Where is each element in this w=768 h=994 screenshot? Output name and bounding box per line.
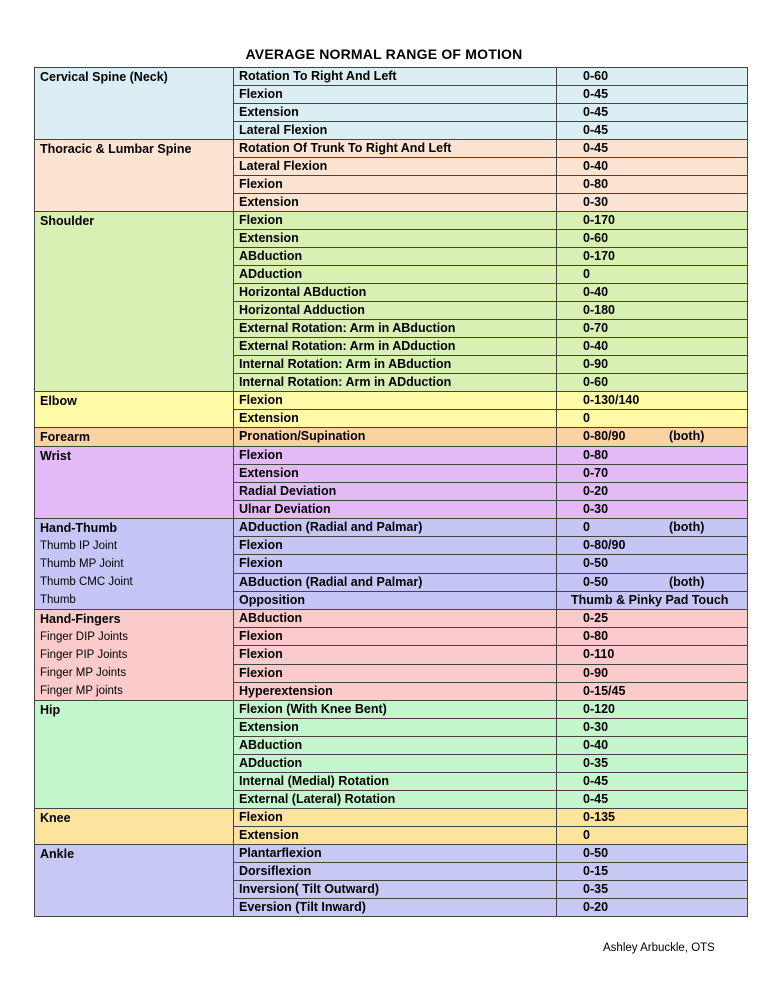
range-cell: [557, 86, 748, 104]
table-row: [35, 519, 748, 537]
range-cell: [557, 212, 748, 230]
region-cell: [35, 845, 234, 917]
motion-cell: ABduction: [234, 737, 557, 755]
range-cell: [557, 809, 748, 827]
range-cell: [557, 158, 748, 176]
motion-cell: Extension: [234, 465, 557, 483]
joint-label: Thumb: [40, 594, 76, 606]
range-cell: [557, 68, 748, 86]
range-cell: [557, 863, 748, 881]
range-value: 0-60: [583, 375, 609, 389]
motion-cell: Radial Deviation: [234, 483, 557, 501]
range-value: 0-45: [583, 141, 609, 155]
range-cell: [557, 194, 748, 212]
range-cell: [557, 664, 748, 682]
range-value: 0-180: [583, 303, 615, 317]
range-cell: [557, 483, 748, 501]
region-name: Thoracic & Lumbar Spine: [40, 142, 192, 156]
page-title: AVERAGE NORMAL RANGE OF MOTION: [245, 46, 523, 62]
range-value: 0-15: [583, 864, 609, 878]
region-cell: [35, 610, 234, 701]
motion-cell: Plantarflexion: [234, 845, 557, 863]
range-value: 0-30: [583, 502, 609, 516]
range-cell: [557, 610, 748, 628]
range-value: 0-50: [583, 556, 609, 571]
range-cell: [557, 537, 748, 555]
motion-cell: Flexion: [234, 212, 557, 230]
joint-label: Thumb CMC Joint: [40, 576, 133, 588]
range-value: 0-80/90: [583, 538, 626, 553]
region-name: Forearm: [40, 430, 91, 444]
motion-cell: ABduction: [234, 248, 557, 266]
joint-label: Finger DIP Joints: [40, 631, 128, 643]
motion-cell: ADduction: [234, 755, 557, 773]
range-value: 0-170: [583, 213, 615, 227]
range-value: 0-50: [583, 574, 609, 589]
author-credit: Ashley Arbuckle, OTS: [603, 942, 715, 954]
range-cell: [557, 230, 748, 248]
range-cell: [557, 573, 748, 591]
range-cell: [557, 284, 748, 302]
motion-cell: External (Lateral) Rotation: [234, 791, 557, 809]
range-cell: [557, 501, 748, 519]
joint-label: Finger PIP Joints: [40, 649, 128, 661]
range-cell: [557, 140, 748, 158]
region-name: Knee: [40, 811, 71, 825]
range-value: 0-70: [583, 321, 609, 335]
motion-cell: Flexion: [234, 392, 557, 410]
range-value: 0-30: [583, 195, 609, 209]
range-cell: [557, 682, 748, 700]
range-cell: [557, 719, 748, 737]
range-value: 0-40: [583, 285, 609, 299]
region-name: Elbow: [40, 394, 77, 408]
range-cell: [557, 737, 748, 755]
region-name: Ankle: [40, 847, 75, 861]
range-value: 0-40: [583, 339, 609, 353]
motion-cell: Pronation/Supination: [234, 428, 557, 447]
range-value: 0-35: [583, 756, 609, 770]
region-name: Hand-Thumb: [40, 521, 118, 535]
joint-label: Thumb IP Joint: [40, 540, 118, 552]
motion-cell: Flexion: [234, 628, 557, 646]
region-cell: [35, 519, 234, 610]
region-cell: [35, 809, 234, 845]
range-value: 0-30: [583, 720, 609, 734]
range-note: (both): [669, 429, 705, 443]
range-value: 0-80/90: [583, 429, 626, 443]
motion-cell: Internal Rotation: Arm in ADduction: [234, 374, 557, 392]
range-value: 0-60: [583, 69, 609, 83]
table-row: [35, 845, 748, 863]
range-cell: [557, 555, 748, 573]
motion-cell: Internal (Medial) Rotation: [234, 773, 557, 791]
motion-cell: Horizontal ABduction: [234, 284, 557, 302]
motion-cell: Eversion (Tilt Inward): [234, 899, 557, 917]
range-value: 0-45: [583, 105, 609, 119]
motion-cell: ADduction (Radial and Palmar): [234, 519, 557, 537]
range-cell: [557, 701, 748, 719]
range-cell: [557, 338, 748, 356]
range-value: 0: [583, 520, 590, 534]
range-cell: [557, 628, 748, 646]
motion-cell: Dorsiflexion: [234, 863, 557, 881]
range-value: 0-80: [583, 629, 609, 644]
region-name: Wrist: [40, 449, 72, 463]
range-value: 0-20: [583, 484, 609, 498]
range-value: 0-60: [583, 231, 609, 245]
motion-cell: Internal Rotation: Arm in ABduction: [234, 356, 557, 374]
table-row: [35, 140, 748, 158]
range-value: 0-130/140: [583, 393, 640, 407]
motion-cell: Flexion: [234, 86, 557, 104]
motion-cell: Flexion (With Knee Bent): [234, 701, 557, 719]
region-name: Hip: [40, 703, 61, 717]
range-cell: [557, 591, 748, 609]
motion-cell: Lateral Flexion: [234, 122, 557, 140]
table-row: [35, 610, 748, 628]
motion-cell: External Rotation: Arm in ADduction: [234, 338, 557, 356]
motion-cell: Opposition: [234, 591, 557, 609]
region-name: Shoulder: [40, 214, 95, 228]
table-row: [35, 212, 748, 230]
range-cell: [557, 646, 748, 664]
joint-label: Thumb MP Joint: [40, 558, 124, 570]
range-cell: [557, 392, 748, 410]
motion-cell: Hyperextension: [234, 682, 557, 700]
region-cell: [35, 392, 234, 428]
motion-cell: ABduction: [234, 610, 557, 628]
range-value: Thumb & Pinky Pad Touch: [571, 592, 729, 607]
range-cell: [557, 122, 748, 140]
table-row: [35, 68, 748, 86]
range-value: 0-45: [583, 87, 609, 101]
region-cell: [35, 212, 234, 392]
motion-cell: Flexion: [234, 646, 557, 664]
motion-cell: Rotation Of Trunk To Right And Left: [234, 140, 557, 158]
table-row: [35, 447, 748, 465]
motion-cell: Flexion: [234, 664, 557, 682]
motion-cell: ADduction: [234, 266, 557, 284]
motion-cell: Extension: [234, 719, 557, 737]
range-value: 0-110: [583, 647, 615, 662]
region-name: Hand-Fingers: [40, 612, 121, 626]
motion-cell: Horizontal Adduction: [234, 302, 557, 320]
range-value: 0-35: [583, 882, 609, 896]
region-cell: [35, 447, 234, 519]
range-cell: [557, 881, 748, 899]
region-name: Cervical Spine (Neck): [40, 70, 168, 84]
motion-cell: Rotation To Right And Left: [234, 68, 557, 86]
table-body: [35, 68, 748, 917]
range-value: 0-50: [583, 846, 609, 860]
range-cell: [557, 176, 748, 194]
joint-label: Finger MP Joints: [40, 667, 127, 679]
motion-cell: Extension: [234, 194, 557, 212]
motion-cell: Flexion: [234, 537, 557, 555]
range-value: 0: [583, 828, 590, 842]
table-row: [35, 809, 748, 827]
range-cell: [557, 320, 748, 338]
range-cell: [557, 791, 748, 809]
range-cell: [557, 519, 748, 537]
range-cell: [557, 827, 748, 845]
motion-cell: Extension: [234, 827, 557, 845]
range-cell: [557, 773, 748, 791]
range-value: 0-170: [583, 249, 615, 263]
range-value: 0-25: [583, 611, 609, 625]
motion-cell: Flexion: [234, 555, 557, 573]
range-value: 0-45: [583, 774, 609, 788]
joint-label: Finger MP joints: [40, 685, 123, 697]
motion-cell: Inversion( Tilt Outward): [234, 881, 557, 899]
range-value: 0-90: [583, 665, 609, 680]
range-value: 0-80: [583, 177, 609, 191]
range-cell: [557, 845, 748, 863]
motion-cell: Flexion: [234, 176, 557, 194]
table-row: [35, 701, 748, 719]
motion-cell: External Rotation: Arm in ABduction: [234, 320, 557, 338]
range-value: 0-40: [583, 159, 609, 173]
motion-cell: Ulnar Deviation: [234, 501, 557, 519]
region-cell: [35, 428, 234, 447]
range-cell: [557, 356, 748, 374]
region-cell: [35, 701, 234, 809]
range-cell: [557, 899, 748, 917]
motion-cell: Lateral Flexion: [234, 158, 557, 176]
range-cell: [557, 465, 748, 483]
range-cell: [557, 302, 748, 320]
range-cell: [557, 410, 748, 428]
range-cell: [557, 755, 748, 773]
motion-cell: ABduction (Radial and Palmar): [234, 573, 557, 591]
motion-cell: Flexion: [234, 809, 557, 827]
range-value: 0-80: [583, 448, 609, 462]
motion-cell: Extension: [234, 410, 557, 428]
range-value: 0-40: [583, 738, 609, 752]
range-value: 0-45: [583, 792, 609, 806]
region-cell: [35, 140, 234, 212]
range-cell: [557, 248, 748, 266]
table-row: [35, 428, 748, 447]
range-cell: [557, 104, 748, 122]
range-value: 0-15/45: [583, 683, 626, 698]
range-note: (both): [669, 520, 705, 534]
motion-cell: Flexion: [234, 447, 557, 465]
motion-cell: Extension: [234, 230, 557, 248]
range-value: 0: [583, 411, 590, 425]
range-value: 0-45: [583, 123, 609, 137]
region-cell: [35, 68, 234, 140]
range-cell: [557, 266, 748, 284]
motion-cell: Extension: [234, 104, 557, 122]
range-of-motion-table: [34, 67, 748, 917]
range-note: (both): [669, 574, 705, 589]
range-value: 0-90: [583, 357, 609, 371]
range-value: 0-120: [583, 702, 615, 716]
range-cell: [557, 428, 748, 447]
range-value: 0-70: [583, 466, 609, 480]
range-cell: [557, 374, 748, 392]
range-value: 0: [583, 267, 590, 281]
range-cell: [557, 447, 748, 465]
range-value: 0-20: [583, 900, 609, 914]
range-value: 0-135: [583, 810, 615, 824]
table-row: [35, 392, 748, 410]
